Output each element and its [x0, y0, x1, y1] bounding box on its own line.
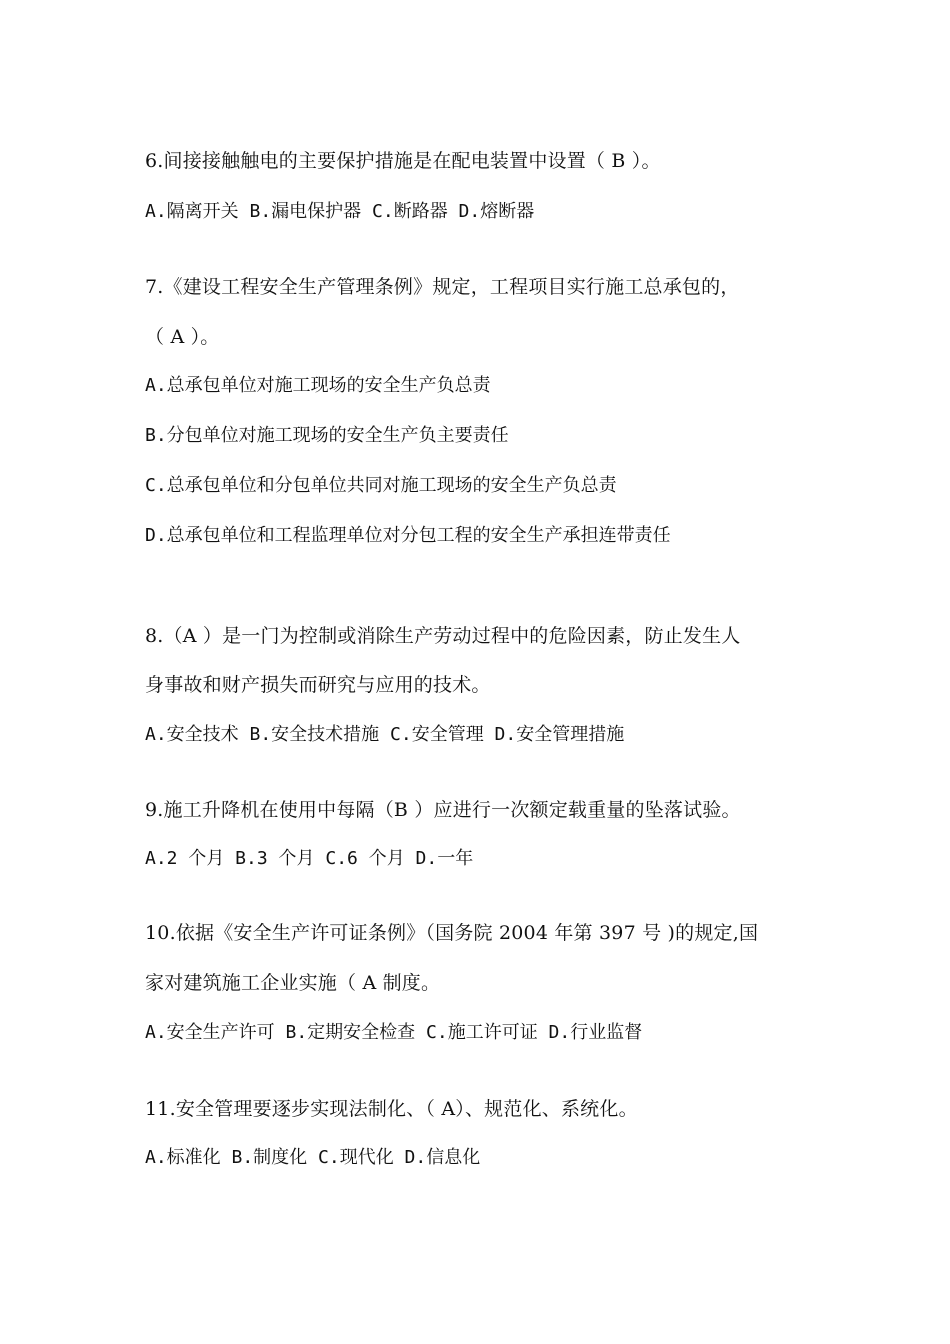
question-9-stem: 9.施工升降机在使用中每隔（B ）应进行一次额定载重量的坠落试验。: [145, 799, 741, 821]
question-7-stem-line-2: （ A ）。: [145, 326, 220, 348]
question-10-stem-line-1: 10.依据《安全生产许可证条例》（国务院 2004 年第 397 号 )的规定,国: [145, 922, 759, 944]
question-8-options: A.安全技术 B.安全技术措施 C.安全管理 D.安全管理措施: [145, 724, 625, 745]
question-11-stem: 11.安全管理要逐步实现法制化、（ A）、规范化、系统化。: [145, 1098, 638, 1120]
question-6-options: A.隔离开关 B.漏电保护器 C.断路器 D.熔断器: [145, 201, 535, 222]
question-9-options: A.2 个月 B.3 个月 C.6 个月 D.一年: [145, 848, 474, 869]
question-8-stem-line-2: 身事故和财产损失而研究与应用的技术。: [145, 674, 491, 696]
question-6-stem: 6.间接接触触电的主要保护措施是在配电装置中设置（ B ）。: [145, 150, 661, 172]
question-8-stem-line-1: 8.（A ）是一门为控制或消除生产劳动过程中的危险因素，防止发生人: [145, 625, 741, 647]
question-11-options: A.标准化 B.制度化 C.现代化 D.信息化: [145, 1147, 481, 1168]
question-10-options: A.安全生产许可 B.定期安全检查 C.施工许可证 D.行业监督: [145, 1022, 643, 1043]
question-7-option-c: C.总承包单位和分包单位共同对施工现场的安全生产负总责: [145, 475, 617, 496]
question-7-option-a: A.总承包单位对施工现场的安全生产负总责: [145, 375, 491, 396]
question-7-option-b: B.分包单位对施工现场的安全生产负主要责任: [145, 425, 509, 446]
question-7-option-d: D.总承包单位和工程监理单位对分包工程的安全生产承担连带责任: [145, 525, 671, 546]
question-7-stem-line-1: 7.《建设工程安全生产管理条例》规定，工程项目实行施工总承包的，: [145, 276, 740, 298]
question-10-stem-line-2: 家对建筑施工企业实施（ A 制度。: [145, 972, 441, 994]
